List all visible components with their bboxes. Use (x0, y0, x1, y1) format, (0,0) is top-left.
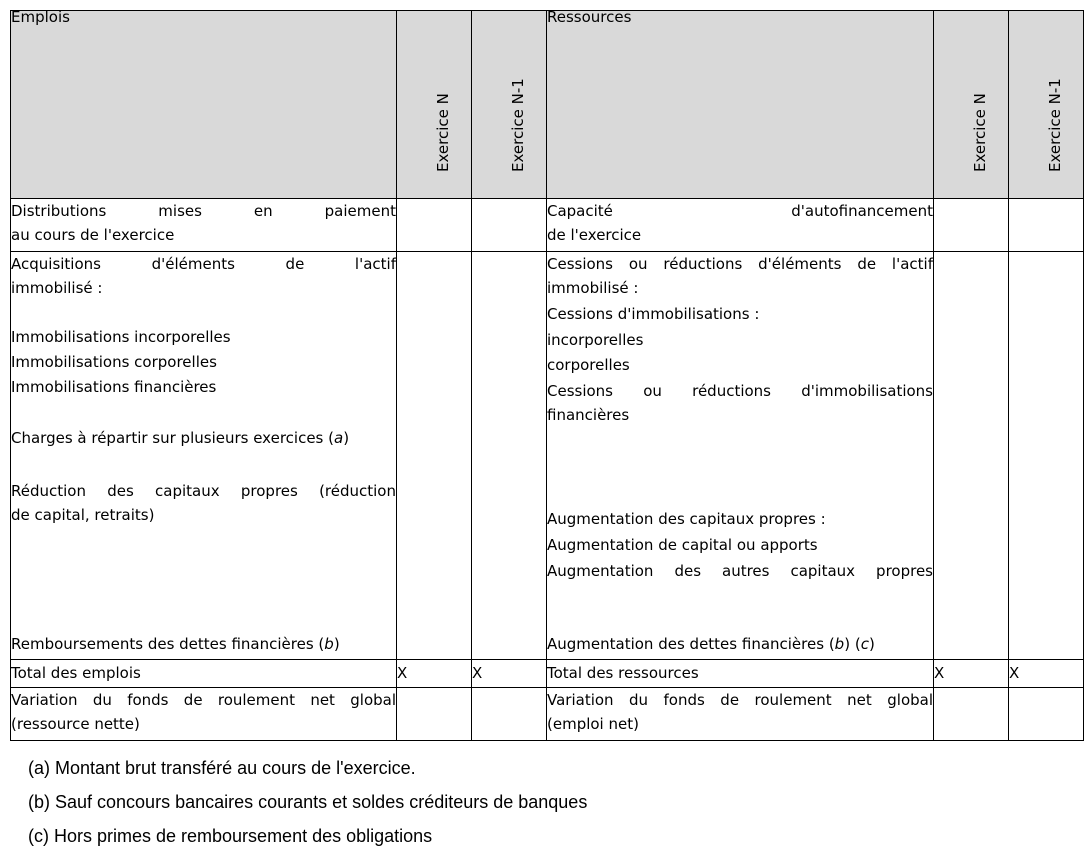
cell-total-emplois: Total des emplois (11, 660, 397, 688)
header-emplois: Emplois (11, 11, 397, 199)
cell-total-ressources-n: X (934, 660, 1009, 688)
cell-total-ressources: Total des ressources (547, 660, 934, 688)
cell-capacite-autofinancement: Capacité d'autofinancement de l'exercice (547, 199, 934, 252)
cell-variation-emploi: Variation du fonds de roulement net global (emploi net) (547, 688, 934, 741)
cell-total-emplois-n: X (397, 660, 472, 688)
header-ressources-exercice-n1: Exercice N-1 (1009, 11, 1084, 199)
cell-variation-ressource: Variation du fonds de roulement net global (ressource nette) (11, 688, 397, 741)
cell-empty (397, 688, 472, 741)
cell-empty (1009, 252, 1084, 660)
footnote-a: (a) Montant brut transféré au cours de l'exercice. (28, 758, 416, 778)
header-ressources-exercice-n: Exercice N (934, 11, 1009, 199)
funding-table (10, 10, 1084, 741)
footnote-c: (c) Hors primes de remboursement des obligations (28, 826, 433, 846)
cell-empty (472, 252, 547, 660)
header-row (11, 11, 1084, 199)
cell-empty (934, 688, 1009, 741)
charges-a-repartir: Charges à répartir sur plusieurs exercices (a) (11, 429, 350, 447)
augmentation-dettes: Augmentation des dettes financières (b) (c) (547, 635, 875, 653)
cell-distributions: Distributions mises en paiement au cours de l'exercice (11, 199, 397, 252)
cell-total-ressources-n1: X (1009, 660, 1084, 688)
cell-empty (1009, 199, 1084, 252)
cell-cessions: Cessions ou réductions d'éléments de l'actif immobilisé : Cessions d'immobilisations : incorporelles corporelles Cessions ou réductions d'immobilisations financières Augmentation des capitaux propres : Augmentation de capital ou apports Augmentation des autres capitaux propres Augmentation des dettes financières (b) (c) (547, 252, 934, 660)
remboursements-dettes: Remboursements des dettes financières (b) (11, 635, 340, 653)
cell-empty (472, 199, 547, 252)
cell-empty (1009, 688, 1084, 741)
header-emplois-exercice-n: Exercice N (397, 11, 472, 199)
table-row-total (11, 660, 1084, 688)
table-row-acquisitions (11, 252, 1084, 660)
footnote-b: (b) Sauf concours bancaires courants et soldes créditeurs de banques (28, 792, 588, 812)
cell-empty (934, 199, 1009, 252)
cell-total-emplois-n1: X (472, 660, 547, 688)
cell-acquisitions: Acquisitions d'éléments de l'actif immobilisé : Immobilisations incorporelles Immobilisations corporelles Immobilisations financières Charges à répartir sur plusieurs exercices (a) Réduction des capitaux propres (réduction de capital, retraits) Remboursements des dettes financières (b) (11, 252, 397, 660)
footnotes (28, 755, 587, 857)
header-ressources: Ressources (547, 11, 934, 199)
cell-empty (472, 688, 547, 741)
cell-empty (397, 252, 472, 660)
table-row-variation (11, 688, 1084, 741)
header-emplois-exercice-n1: Exercice N-1 (472, 11, 547, 199)
table-row-distributions (11, 199, 1084, 252)
cell-empty (934, 252, 1009, 660)
cell-empty (397, 199, 472, 252)
